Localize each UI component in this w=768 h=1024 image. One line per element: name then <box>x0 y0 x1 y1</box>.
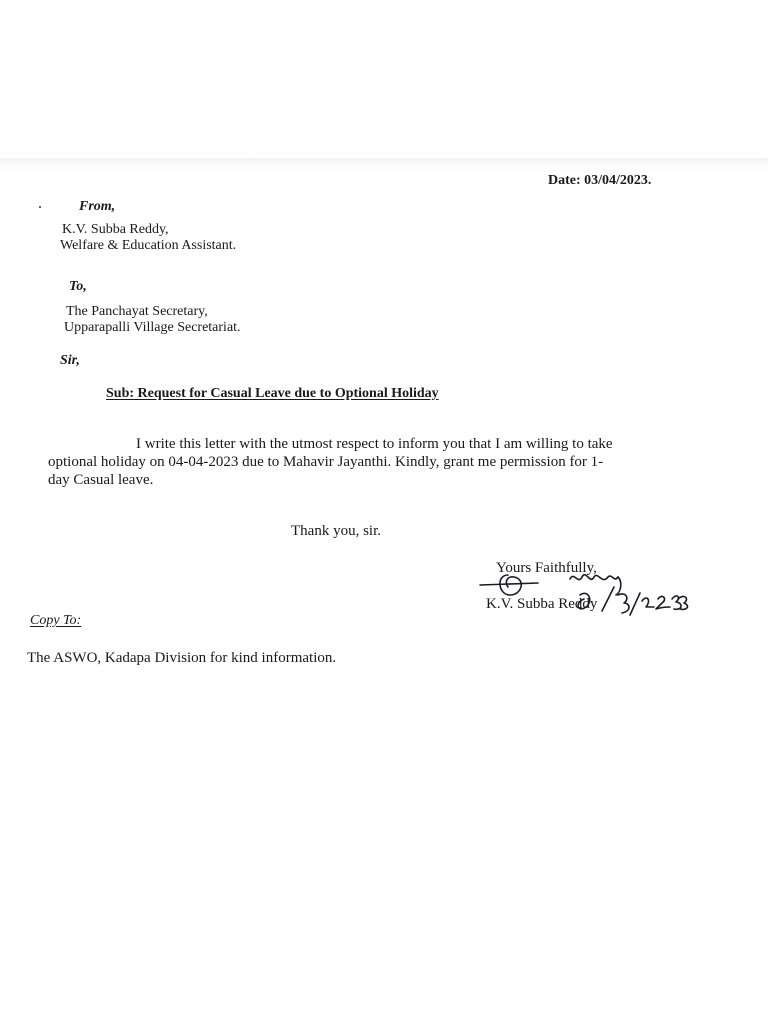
recipient-designation: The Panchayat Secretary, <box>66 304 208 319</box>
salutation: Sir, <box>60 353 80 368</box>
copy-to-heading: Copy To: <box>30 613 82 628</box>
body-line: I write this letter with the utmost respect to inform you that I am willing to take <box>136 436 613 452</box>
body-line: day Casual leave. <box>48 472 154 488</box>
scan-edge-shadow <box>0 158 768 172</box>
letter-date: Date: 03/04/2023. <box>548 173 652 188</box>
to-heading: To, <box>69 279 87 294</box>
scan-speck <box>39 206 41 208</box>
sender-designation: Welfare & Education Assistant. <box>60 238 237 253</box>
closing-line: Yours Faithfully, <box>496 560 597 576</box>
thanks-line: Thank you, sir. <box>291 523 381 539</box>
sender-name: K.V. Subba Reddy, <box>62 222 169 237</box>
handwritten-signature <box>478 565 698 625</box>
subject-line: Sub: Request for Casual Leave due to Optional Holiday <box>106 386 439 401</box>
copy-to-text: The ASWO, Kadapa Division for kind information. <box>27 650 337 666</box>
from-heading: From, <box>79 199 116 214</box>
body-line: optional holiday on 04-04-2023 due to Mahavir Jayanthi. Kindly, grant me permission for 1- <box>48 454 604 470</box>
signatory-name: K.V. Subba Reddy <box>486 596 598 612</box>
recipient-office: Upparapalli Village Secretariat. <box>64 320 241 335</box>
